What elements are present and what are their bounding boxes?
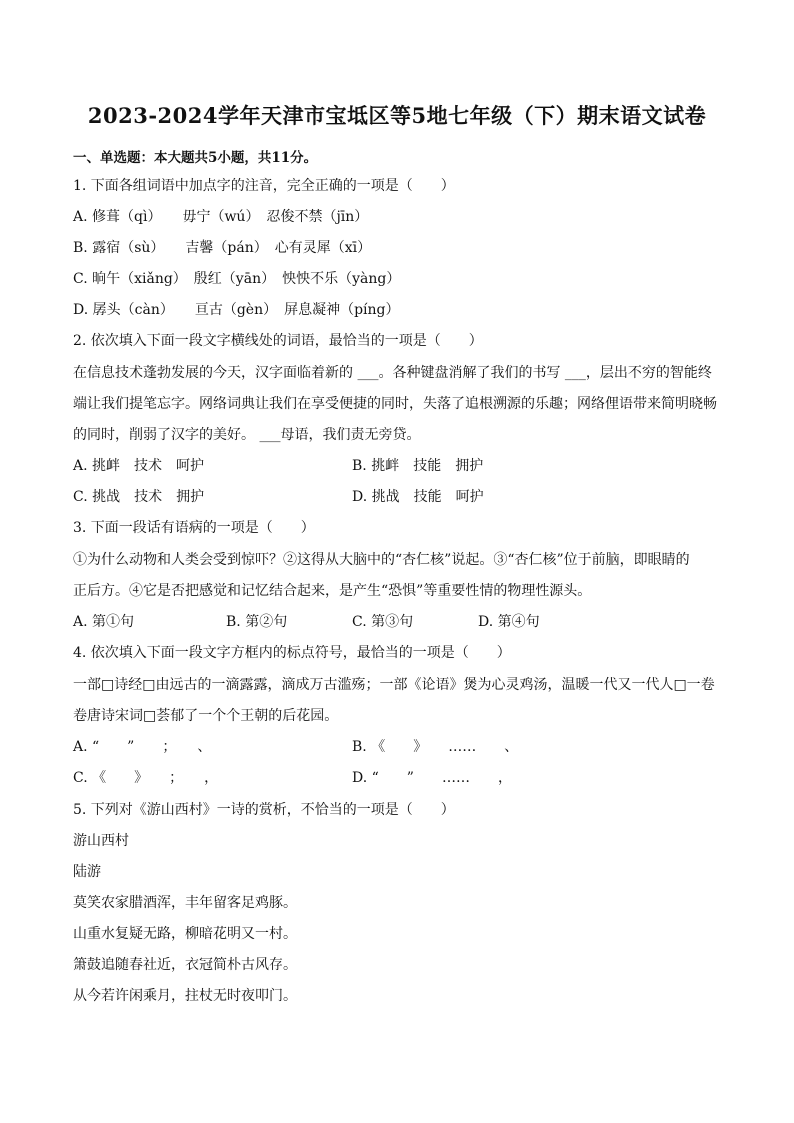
q2-option-a: A. 挑衅 技术 呵护 — [73, 458, 205, 474]
q4-option-c: C. 《 》 ； ， — [73, 770, 219, 786]
q2-passage-line: 端让我们提笔忘字。网络词典让我们在享受便捷的同时，失落了追根溯源的乐趣；网络俚语带来简明晓畅 — [73, 396, 717, 412]
q2-stem: 2. 依次填入下面一段文字横线处的词语，最恰当的一项是（ ） — [73, 333, 483, 349]
q5-stem: 5. 下列对《游山西村》一诗的赏析，不恰当的一项是（ ） — [73, 802, 455, 818]
q3-option-b: B. 第②句 — [226, 614, 288, 630]
q3-passage-line: 正后方。④它是否把感觉和记忆结合起来，是产生“恐惧”等重要性情的物理性源头。 — [73, 583, 592, 599]
q4-stem: 4. 依次填入下面一段文字方框内的标点符号，最恰当的一项是（ ） — [73, 645, 511, 661]
q2-passage-line: 的同时，削弱了汉字的美好。 ___母语，我们责无旁贷。 — [73, 427, 421, 443]
q1-stem: 1. 下面各组词语中加点字的注音，完全正确的一项是（ ） — [73, 178, 455, 194]
q3-option-a: A. 第①句 — [73, 614, 135, 630]
poem-line: 山重水复疑无路，柳暗花明又一村。 — [73, 926, 297, 942]
section-heading: 一、单选题：本大题共5小题，共11分。 — [73, 150, 318, 166]
q1-option-a: A. 修葺（qì） 毋宁（wú） 忍俊不禁（jīn） — [73, 209, 369, 225]
q4-passage-line: 一部□诗经□由远古的一滴露露，滴成万古滥殇；一部《论语》煲为心灵鸡汤，温暖一代又一代人□一卷 — [73, 677, 715, 693]
q1-option-b: B. 露宿（sù） 吉馨（pán） 心有灵犀（xī） — [73, 240, 372, 256]
q1-option-d: D. 孱头（càn） 亘古（gèn） 屏息凝神（píng） — [73, 302, 400, 318]
q2-option-d: D. 挑战 技能 呵护 — [352, 489, 484, 505]
q4-option-d: D. “ ” …… ， — [352, 770, 512, 786]
q4-option-b: B. 《 》 …… 、 — [352, 739, 519, 755]
q4-passage-line: 卷唐诗宋词□荟郁了一个个王朝的后花园。 — [73, 708, 339, 724]
q1-option-c: C. 晌午（xiǎng） 殷红（yān） 怏怏不乐（yàng） — [73, 271, 401, 287]
q4-option-a: A. “ ” ； 、 — [73, 739, 212, 755]
poem-line: 莫笑农家腊酒浑，丰年留客足鸡豚。 — [73, 895, 297, 911]
q3-option-d: D. 第④句 — [478, 614, 540, 630]
q3-passage-line: ①为什么动物和人类会受到惊吓？②这得从大脑中的“杏仁核”说起。③“杏仁核”位于前脑，即眼睛的 — [73, 552, 690, 568]
exam-title: 2023-2024学年天津市宝坻区等5地七年级（下）期末语文试卷 — [87, 103, 707, 128]
q3-option-c: C. 第③句 — [352, 614, 414, 630]
poem-title: 游山西村 — [73, 833, 129, 849]
q2-passage-line: 在信息技术蓬勃发展的今天，汉字面临着新的 ___。各种键盘消解了我们的书写 ___，层出不穷的智能终 — [73, 365, 712, 381]
q2-option-b: B. 挑衅 技能 拥护 — [352, 458, 484, 474]
q3-stem: 3. 下面一段话有语病的一项是（ ） — [73, 520, 315, 536]
q2-option-c: C. 挑战 技术 拥护 — [73, 489, 205, 505]
poem-author: 陆游 — [73, 864, 101, 880]
poem-line: 从今若许闲乘月，拄杖无时夜叩门。 — [73, 988, 297, 1004]
poem-line: 箫鼓追随春社近，衣冠简朴古风存。 — [73, 957, 297, 973]
